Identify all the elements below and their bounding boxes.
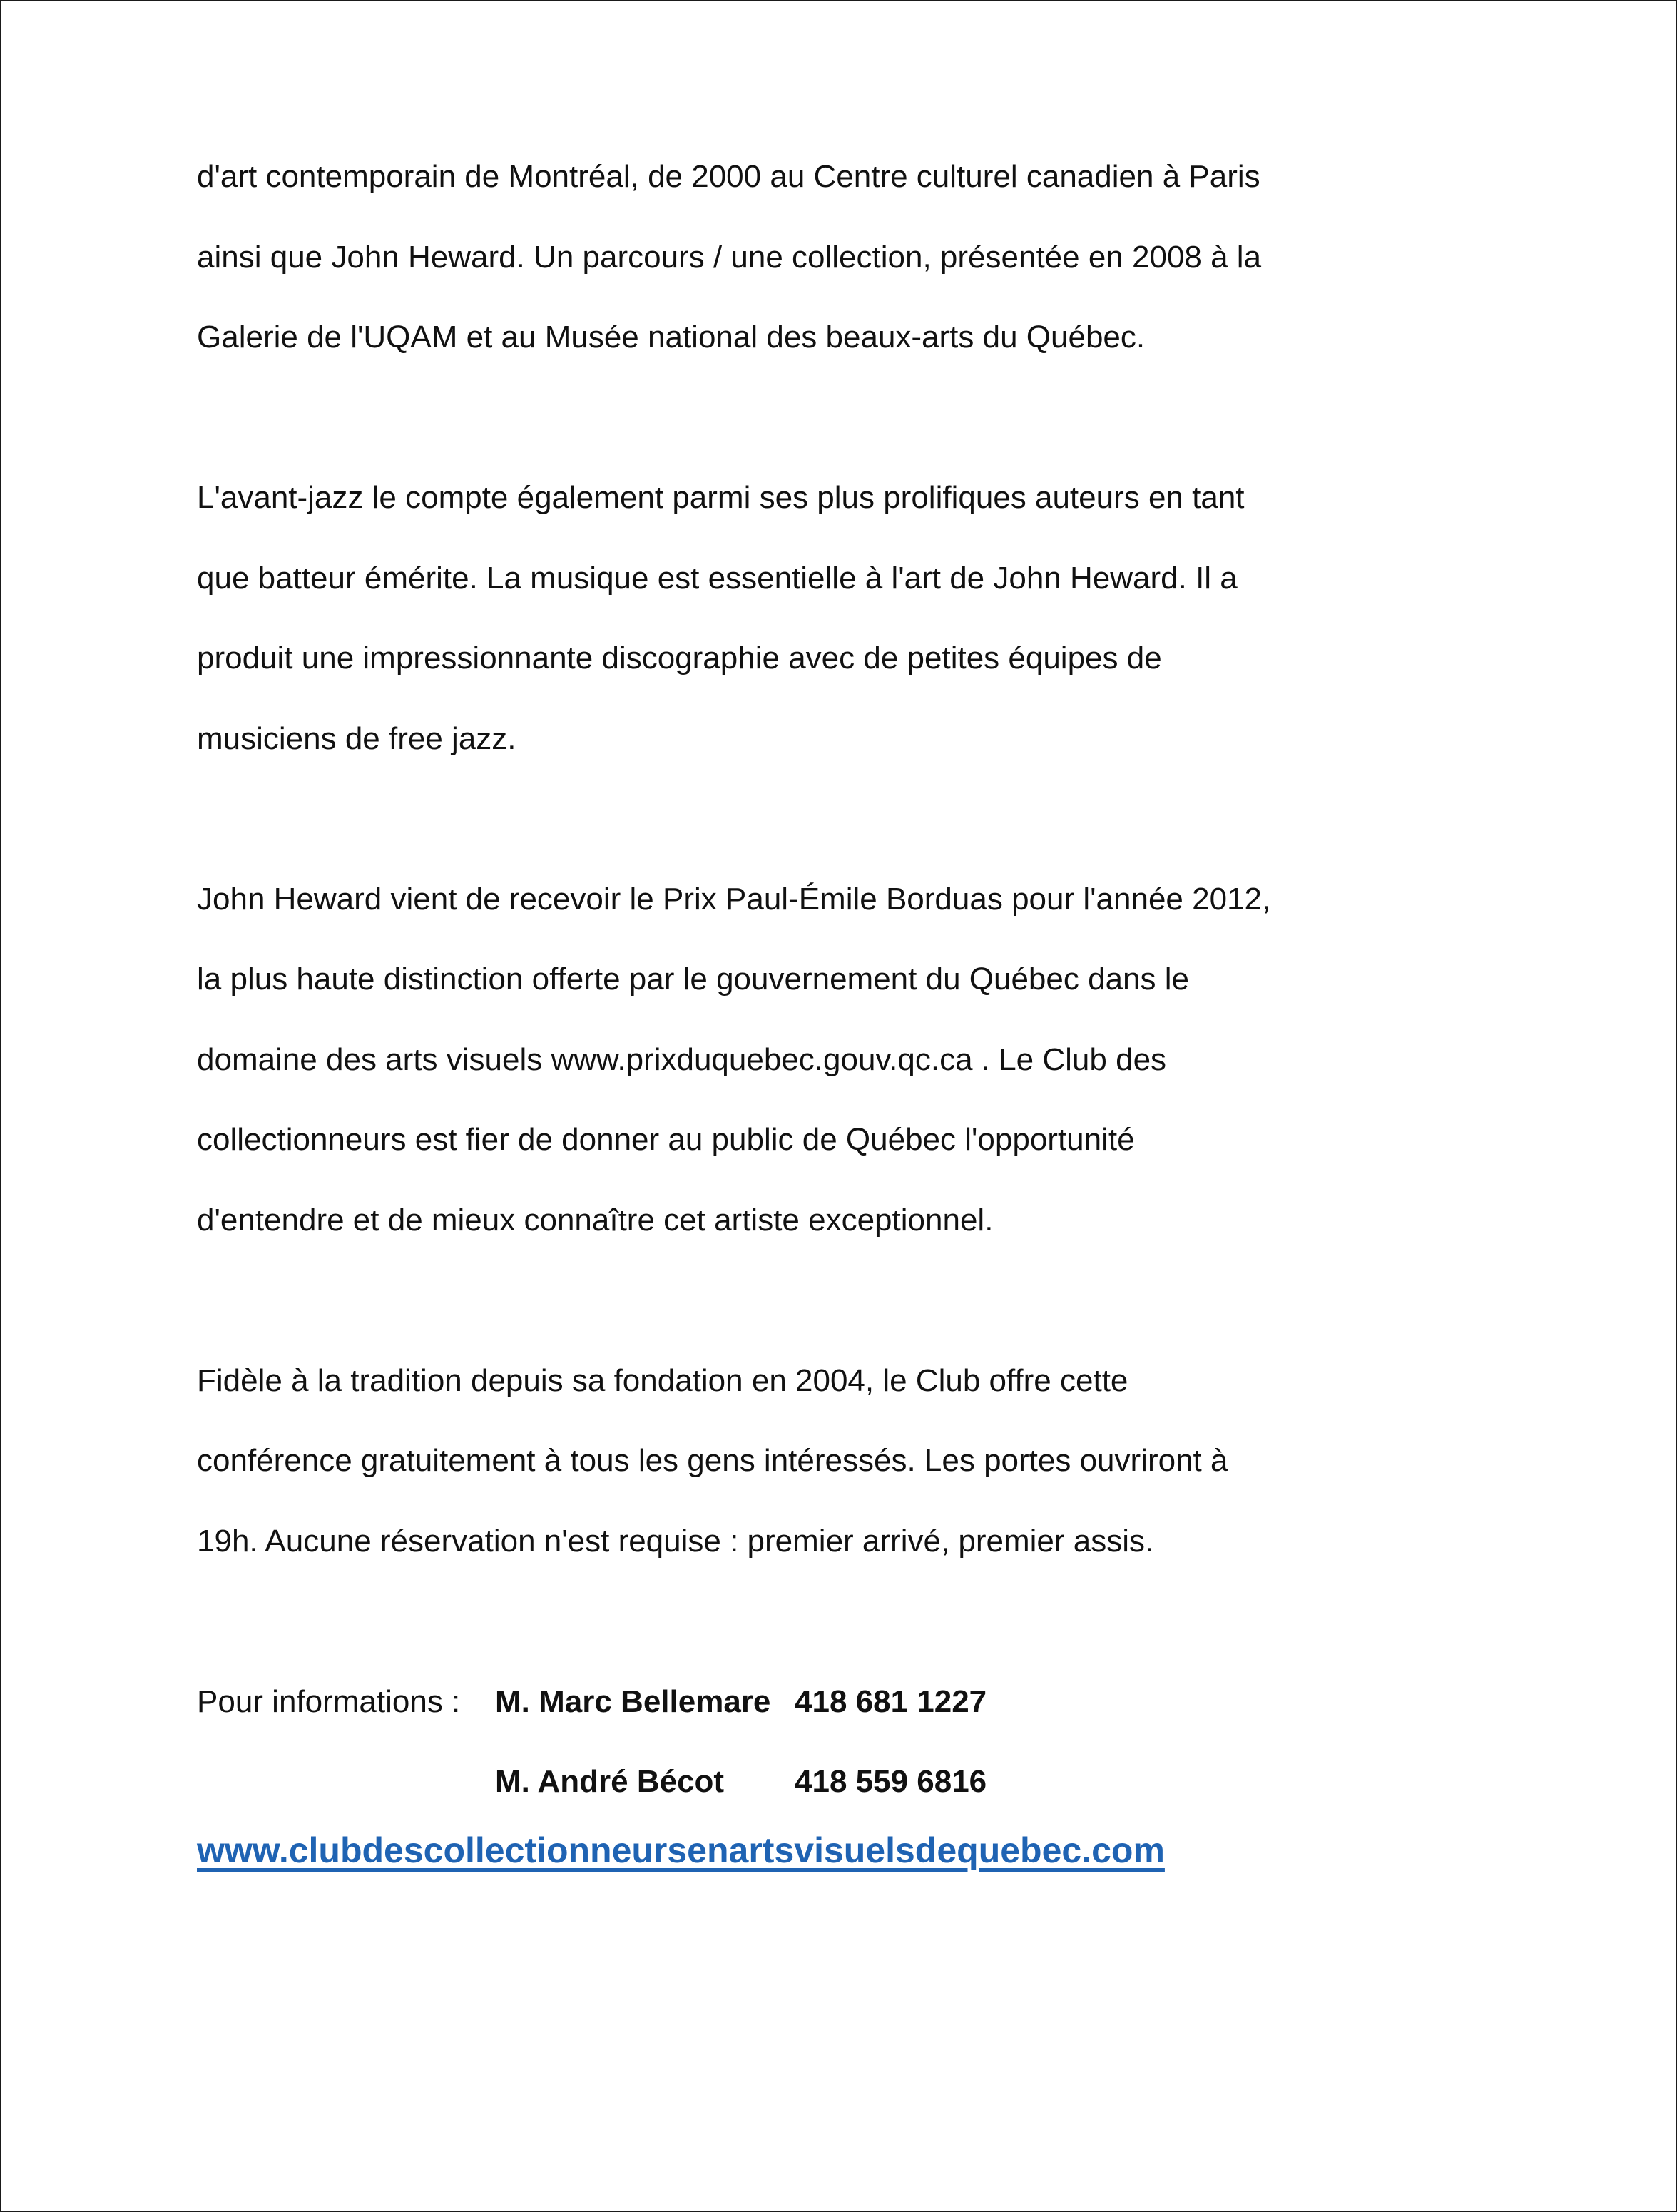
contact-row bbox=[197, 1742, 1552, 1823]
paragraph-line: 19h. Aucune réservation n'est requise : premier arrivé, premier assis. bbox=[197, 1523, 1154, 1559]
contact-row bbox=[197, 1662, 1552, 1743]
paragraph-line: conférence gratuitement à tous les gens intéressés. Les portes ouvriront à bbox=[197, 1443, 1228, 1478]
paragraph-line: ainsi que John Heward. Un parcours / une collection, présentée en 2008 à la bbox=[197, 239, 1262, 275]
contact-block bbox=[197, 1662, 1552, 1823]
paragraph-line: d'entendre et de mieux connaître cet artiste exceptionnel. bbox=[197, 1202, 994, 1238]
paragraph-exhibitions bbox=[197, 137, 1552, 378]
paragraph-line: d'art contemporain de Montréal, de 2000 au Centre culturel canadien à Paris bbox=[197, 159, 1260, 194]
paragraph-line: que batteur émérite. La musique est essentielle à l'art de John Heward. Il a bbox=[197, 560, 1238, 596]
paragraph-line: John Heward vient de recevoir le Prix Paul-Émile Borduas pour l'année 2012, bbox=[197, 881, 1271, 917]
paragraph-line: domaine des arts visuels www.prixduquebec.gouv.qc.ca . Le Club des bbox=[197, 1041, 1167, 1077]
paragraph-music bbox=[197, 458, 1552, 779]
paragraph-spacer bbox=[197, 779, 1552, 860]
paragraph-spacer bbox=[197, 378, 1552, 459]
contact-name: M. Marc Bellemare bbox=[495, 1683, 771, 1719]
contact-phone: 418 559 6816 bbox=[795, 1764, 987, 1799]
contact-phone: 418 681 1227 bbox=[795, 1683, 987, 1719]
website-link[interactable]: www.clubdescollectionneursenartsvisuelsdequebec.com bbox=[197, 1830, 1165, 1870]
contact-name: M. André Bécot bbox=[495, 1764, 725, 1799]
contact-label-spacer bbox=[197, 1742, 495, 1823]
paragraph-line: produit une impressionnante discographie avec de petites équipes de bbox=[197, 641, 1162, 676]
document-body bbox=[197, 137, 1552, 1871]
paragraph-spacer bbox=[197, 1581, 1552, 1662]
paragraph-line: Fidèle à la tradition depuis sa fondation en 2004, le Club offre cette bbox=[197, 1362, 1128, 1398]
paragraph-line: musiciens de free jazz. bbox=[197, 720, 516, 756]
paragraph-line: L'avant-jazz le compte également parmi ses plus prolifiques auteurs en tant bbox=[197, 480, 1245, 515]
paragraph-spacer bbox=[197, 1260, 1552, 1341]
paragraph-tradition bbox=[197, 1341, 1552, 1582]
paragraph-line: Galerie de l'UQAM et au Musée national des beaux-arts du Québec. bbox=[197, 320, 1146, 355]
contact-label: Pour informations : bbox=[197, 1683, 461, 1719]
paragraph-award bbox=[197, 860, 1552, 1261]
paragraph-line: la plus haute distinction offerte par le gouvernement du Québec dans le bbox=[197, 962, 1189, 997]
paragraph-line: collectionneurs est fier de donner au public de Québec l'opportunité bbox=[197, 1122, 1135, 1157]
